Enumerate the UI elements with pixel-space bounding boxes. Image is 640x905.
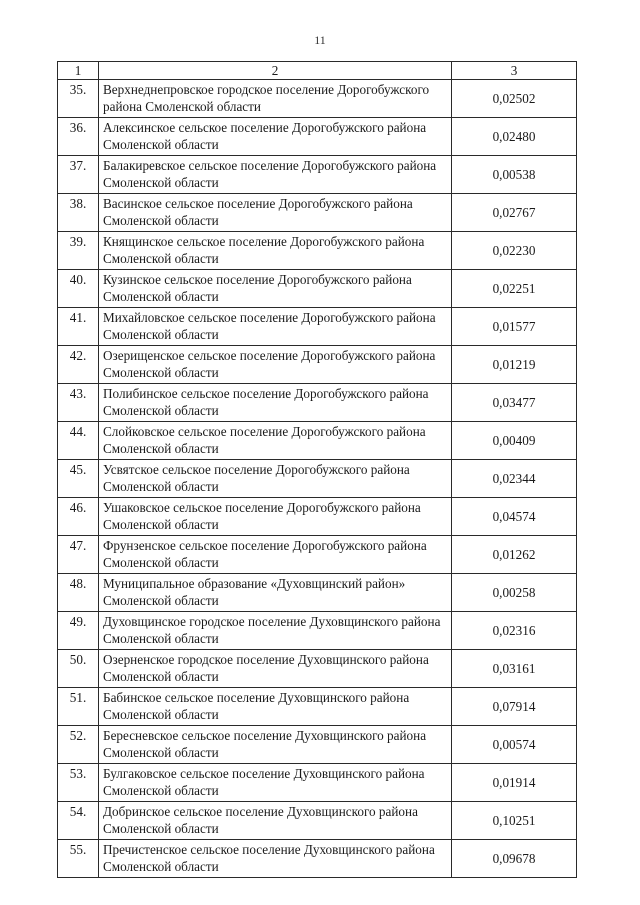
coefficient-cell: 0,10251 xyxy=(452,802,577,840)
municipality-name-cell: Княщинское сельское поселение Дорогобужского района Смоленской области xyxy=(99,232,452,270)
table-row xyxy=(58,346,577,384)
table-header-row xyxy=(58,62,577,80)
table-row xyxy=(58,118,577,156)
coefficient-cell: 0,01262 xyxy=(452,536,577,574)
table-row xyxy=(58,308,577,346)
row-number-cell: 43. xyxy=(58,384,99,422)
coefficient-cell: 0,01577 xyxy=(452,308,577,346)
coefficient-cell: 0,02251 xyxy=(452,270,577,308)
row-number-cell: 54. xyxy=(58,802,99,840)
table-row xyxy=(58,764,577,802)
municipality-name-cell: Усвятское сельское поселение Дорогобужского района Смоленской области xyxy=(99,460,452,498)
table-row xyxy=(58,232,577,270)
row-number-cell: 49. xyxy=(58,612,99,650)
table-row xyxy=(58,650,577,688)
table-row xyxy=(58,536,577,574)
municipality-name-cell: Васинское сельское поселение Дорогобужского района Смоленской области xyxy=(99,194,452,232)
coefficient-cell: 0,00574 xyxy=(452,726,577,764)
coefficient-cell: 0,00409 xyxy=(452,422,577,460)
coefficient-cell: 0,07914 xyxy=(452,688,577,726)
municipality-name-cell: Духовщинское городское поселение Духовщинского района Смоленской области xyxy=(99,612,452,650)
table-row xyxy=(58,802,577,840)
coefficient-cell: 0,00538 xyxy=(452,156,577,194)
coefficient-cell: 0,04574 xyxy=(452,498,577,536)
coefficient-cell: 0,02230 xyxy=(452,232,577,270)
coefficient-cell: 0,01914 xyxy=(452,764,577,802)
table-row xyxy=(58,498,577,536)
coefficient-cell: 0,09678 xyxy=(452,840,577,878)
row-number-cell: 36. xyxy=(58,118,99,156)
row-number-cell: 44. xyxy=(58,422,99,460)
table-row xyxy=(58,726,577,764)
table-row xyxy=(58,612,577,650)
municipality-name-cell: Балакиревское сельское поселение Дорогобужского района Смоленской области xyxy=(99,156,452,194)
row-number-cell: 48. xyxy=(58,574,99,612)
table-row xyxy=(58,574,577,612)
row-number-cell: 46. xyxy=(58,498,99,536)
row-number-cell: 41. xyxy=(58,308,99,346)
municipality-name-cell: Слойковское сельское поселение Дорогобужского района Смоленской области xyxy=(99,422,452,460)
coefficient-cell: 0,02480 xyxy=(452,118,577,156)
row-number-cell: 39. xyxy=(58,232,99,270)
allocation-table xyxy=(57,61,577,878)
municipality-name-cell: Пречистенское сельское поселение Духовщинского района Смоленской области xyxy=(99,840,452,878)
municipality-name-cell: Бересневское сельское поселение Духовщинского района Смоленской области xyxy=(99,726,452,764)
municipality-name-cell: Верхнеднепровское городское поселение Дорогобужского района Смоленской области xyxy=(99,80,452,118)
coefficient-cell: 0,02767 xyxy=(452,194,577,232)
row-number-cell: 42. xyxy=(58,346,99,384)
municipality-name-cell: Алексинское сельское поселение Дорогобужского района Смоленской области xyxy=(99,118,452,156)
municipality-name-cell: Булгаковское сельское поселение Духовщинского района Смоленской области xyxy=(99,764,452,802)
row-number-cell: 53. xyxy=(58,764,99,802)
table-row xyxy=(58,194,577,232)
row-number-cell: 35. xyxy=(58,80,99,118)
row-number-cell: 40. xyxy=(58,270,99,308)
row-number-cell: 50. xyxy=(58,650,99,688)
coefficient-cell: 0,02502 xyxy=(452,80,577,118)
table-row xyxy=(58,422,577,460)
municipality-name-cell: Озерищенское сельское поселение Дорогобужского района Смоленской области xyxy=(99,346,452,384)
row-number-cell: 55. xyxy=(58,840,99,878)
coefficient-cell: 0,01219 xyxy=(452,346,577,384)
table-row xyxy=(58,270,577,308)
municipality-name-cell: Фрунзенское сельское поселение Дорогобужского района Смоленской области xyxy=(99,536,452,574)
row-number-cell: 47. xyxy=(58,536,99,574)
row-number-cell: 52. xyxy=(58,726,99,764)
table-row xyxy=(58,688,577,726)
column-header-2: 2 xyxy=(99,62,452,80)
row-number-cell: 45. xyxy=(58,460,99,498)
municipality-name-cell: Муниципальное образование «Духовщинский район» Смоленской области xyxy=(99,574,452,612)
table-row xyxy=(58,156,577,194)
row-number-cell: 37. xyxy=(58,156,99,194)
municipality-name-cell: Озерненское городское поселение Духовщинского района Смоленской области xyxy=(99,650,452,688)
municipality-name-cell: Бабинское сельское поселение Духовщинского района Смоленской области xyxy=(99,688,452,726)
municipality-name-cell: Добринское сельское поселение Духовщинского района Смоленской области xyxy=(99,802,452,840)
municipality-name-cell: Михайловское сельское поселение Дорогобужского района Смоленской области xyxy=(99,308,452,346)
municipality-name-cell: Кузинское сельское поселение Дорогобужского района Смоленской области xyxy=(99,270,452,308)
coefficient-cell: 0,00258 xyxy=(452,574,577,612)
coefficient-cell: 0,03161 xyxy=(452,650,577,688)
table-row xyxy=(58,460,577,498)
column-header-1: 1 xyxy=(58,62,99,80)
page-number: 11 xyxy=(314,33,326,47)
table-row xyxy=(58,80,577,118)
coefficient-cell: 0,02344 xyxy=(452,460,577,498)
coefficient-cell: 0,02316 xyxy=(452,612,577,650)
row-number-cell: 38. xyxy=(58,194,99,232)
table-row xyxy=(58,840,577,878)
column-header-3: 3 xyxy=(452,62,577,80)
coefficient-cell: 0,03477 xyxy=(452,384,577,422)
municipality-name-cell: Полибинское сельское поселение Дорогобужского района Смоленской области xyxy=(99,384,452,422)
municipality-name-cell: Ушаковское сельское поселение Дорогобужского района Смоленской области xyxy=(99,498,452,536)
row-number-cell: 51. xyxy=(58,688,99,726)
table-row xyxy=(58,384,577,422)
